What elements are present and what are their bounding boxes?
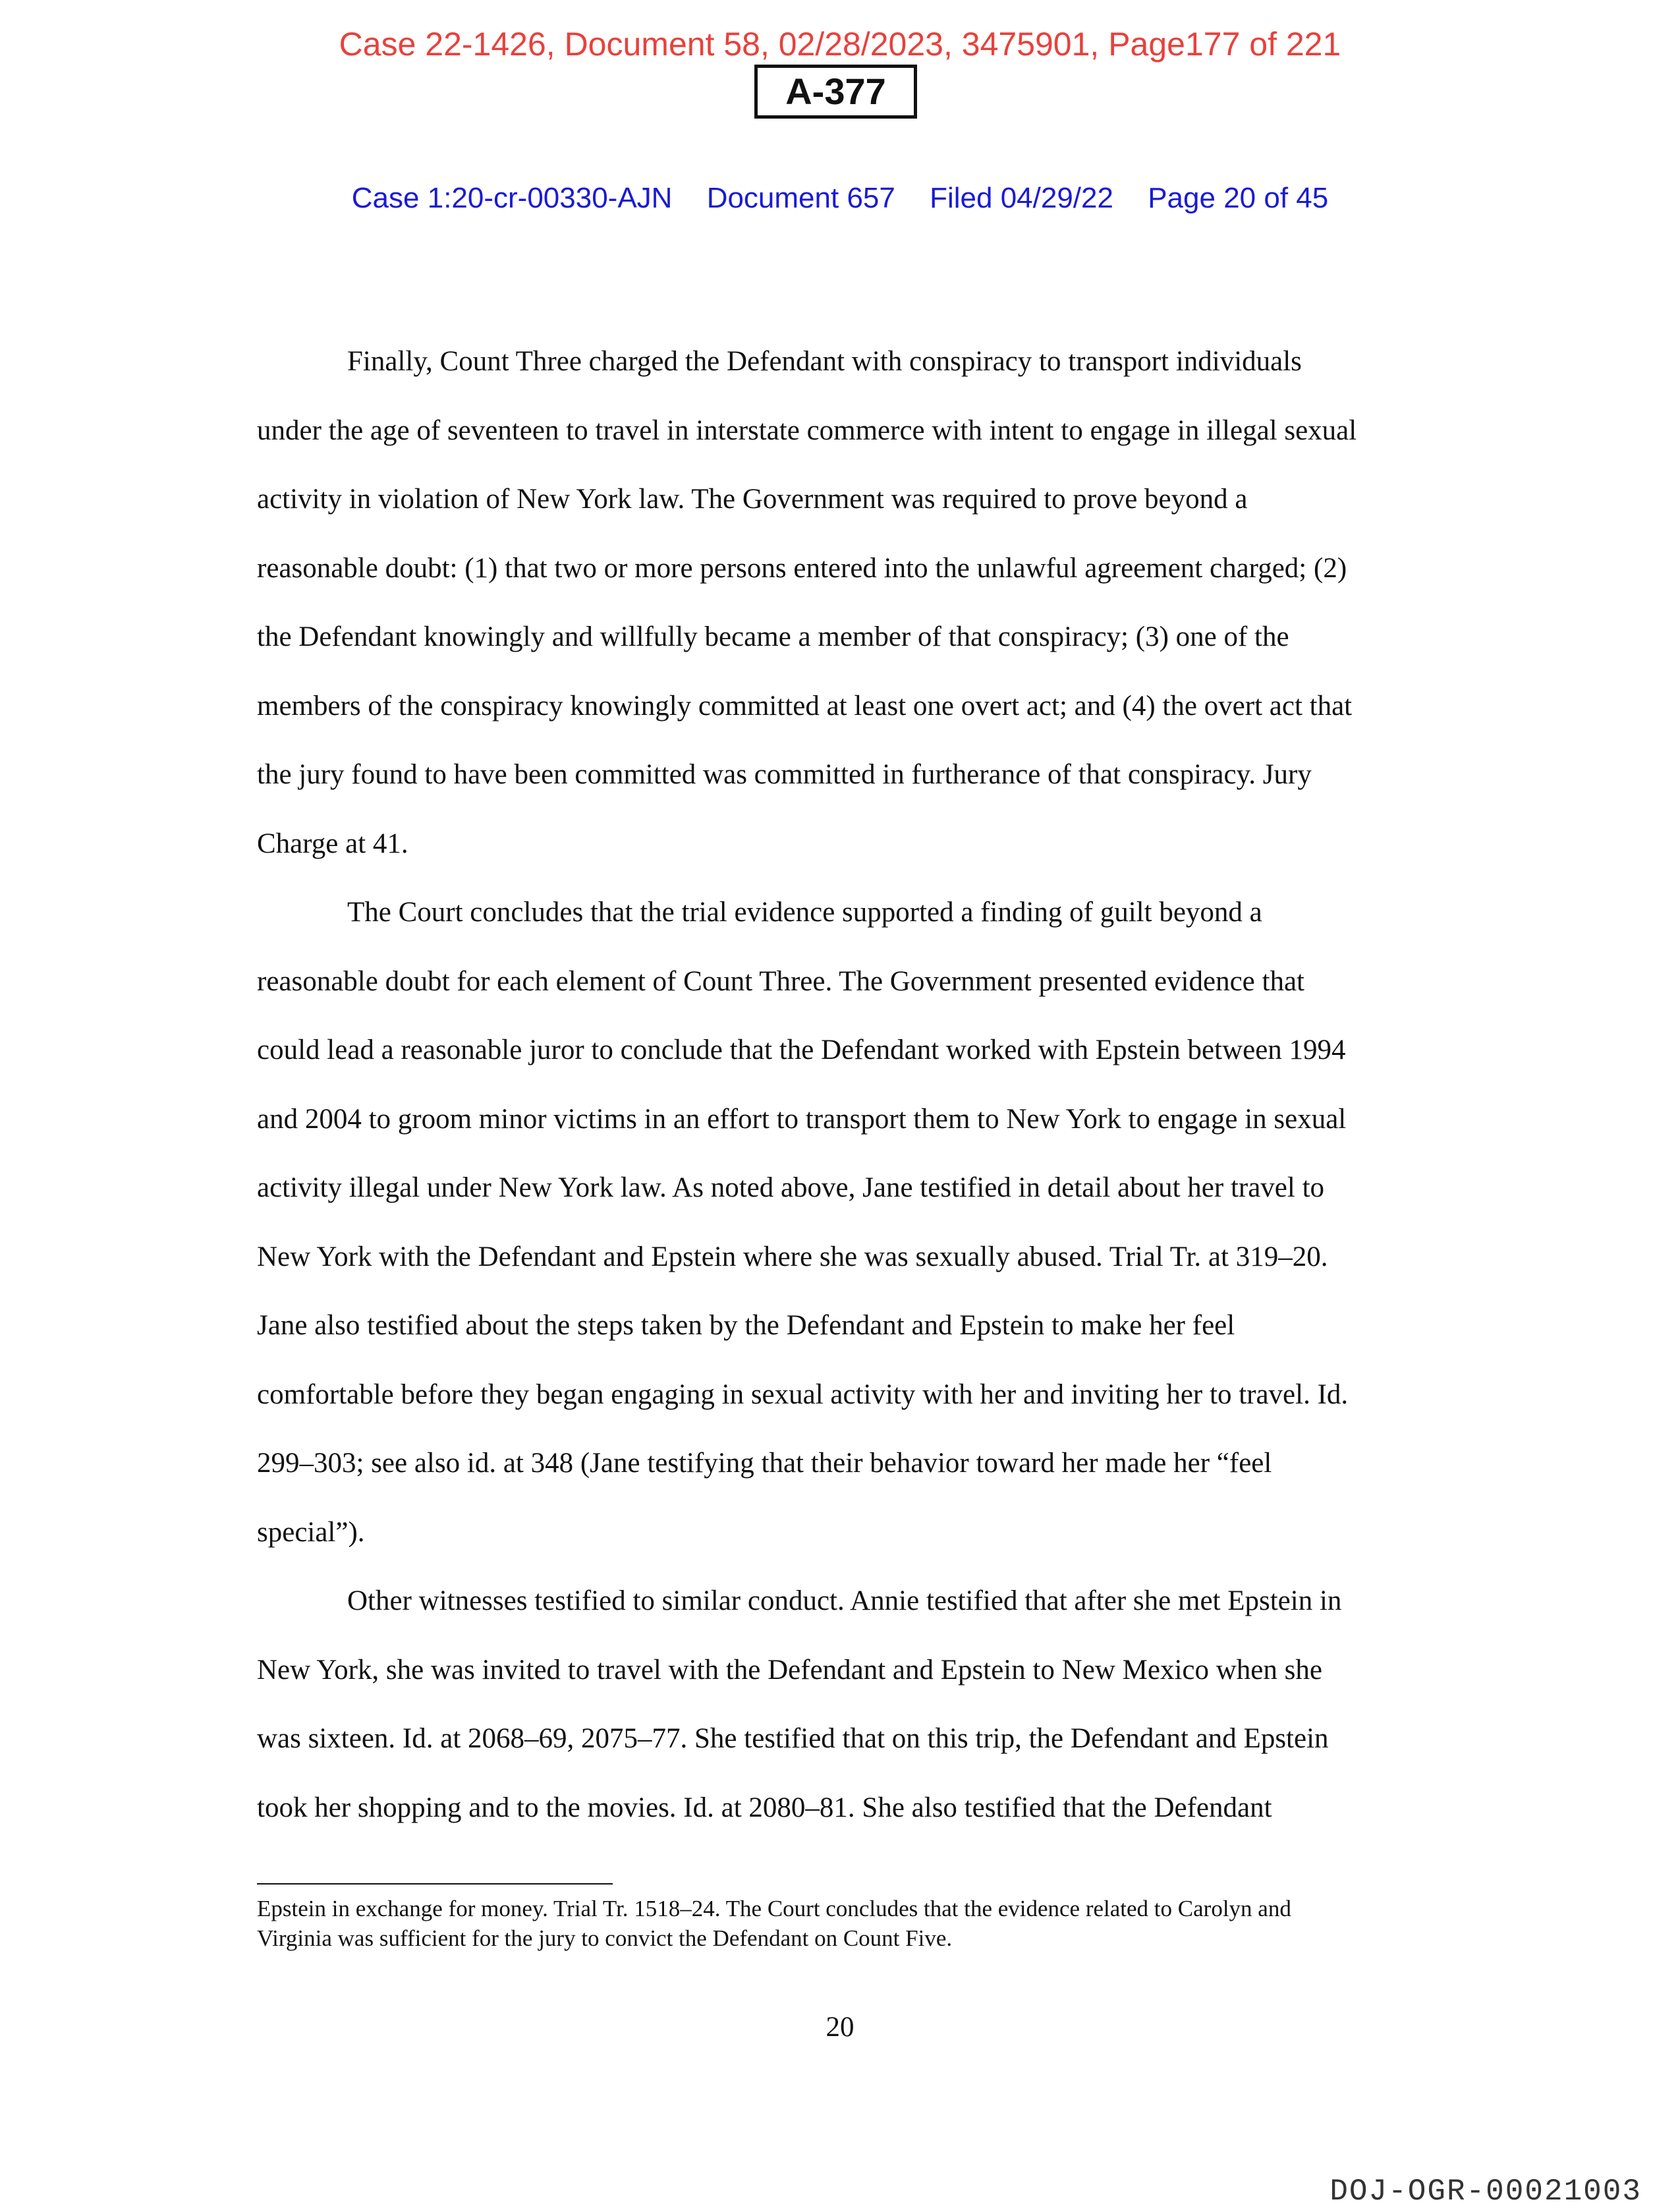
- district-case-header: [0, 182, 1680, 215]
- paragraph-court-conclusion: The Court concludes that the trial evidence supported a finding of guilt beyond a reasonable doubt for each element of Count Three. The Government presented evidence that could lead a reasonable juror to conclude that the Defendant worked with Epstein between 1994 and 2004 to groom minor victims in an effort to transport them to New York to engage in sexual activity illegal under New York law. As noted above, Jane testified in detail about her travel to New York with the Defendant and Epstein where she was sexually abused. Trial Tr. at 319–20. Jane also testified about the steps taken by the Defendant and Epstein to make her feel comfortable before they began engaging in sexual activity with her and inviting her to travel. Id. 299–303; see also id. at 348 (Jane testifying that their behavior toward her made her “feel special”).: [257, 897, 1349, 1548]
- paragraph-other-witnesses: Other witnesses testified to similar conduct. Annie testified that after she met Epstein in New York, she was invited to travel with the Defendant and Epstein to New Mexico when she was sixteen. Id. at 2068–69, 2075–77. She testified that on this trip, the Defendant and Epstein took her shopping and to the movies. Id. at 2080–81. She also testified that the Defendant: [257, 1585, 1342, 1823]
- opinion-body: [257, 327, 1423, 1842]
- district-page-count: Page 20 of 45: [1148, 182, 1329, 214]
- exhibit-label: A-377: [754, 65, 917, 119]
- footnote-divider: [257, 1883, 613, 1885]
- paragraph-count-three-elements: Finally, Count Three charged the Defendant with conspiracy to transport individuals under the age of seventeen to travel in interstate commerce with intent to engage in illegal sexual activity in violation of New York law. The Government was required to prove beyond a reasonable doubt: (1) that two or more persons entered into the unlawful agreement charged; (2) the Defendant knowingly and willfully became a member of that conspiracy; (3) one of the members of the conspiracy knowingly committed at least one overt act; and (4) the overt act that the jury found to have been committed was committed in furtherance of that conspiracy. Jury Charge at 41.: [257, 346, 1357, 859]
- district-case-number: Case 1:20-cr-00330-AJN: [351, 182, 673, 214]
- bates-number: DOJ-OGR-00021003: [1330, 2174, 1642, 2209]
- appellate-case-header: Case 22-1426, Document 58, 02/28/2023, 3475901, Page177 of 221: [339, 26, 1341, 63]
- footnote-text: Epstein in exchange for money. Trial Tr. 1518–24. The Court concludes that the evidence related to Carolyn and Virginia was sufficient for the jury to convict the Defendant on Count Five.: [257, 1896, 1291, 1951]
- district-document-number: Document 657: [706, 182, 895, 214]
- district-filed-date: Filed 04/29/22: [930, 182, 1113, 214]
- page-number: 20: [826, 2012, 854, 2043]
